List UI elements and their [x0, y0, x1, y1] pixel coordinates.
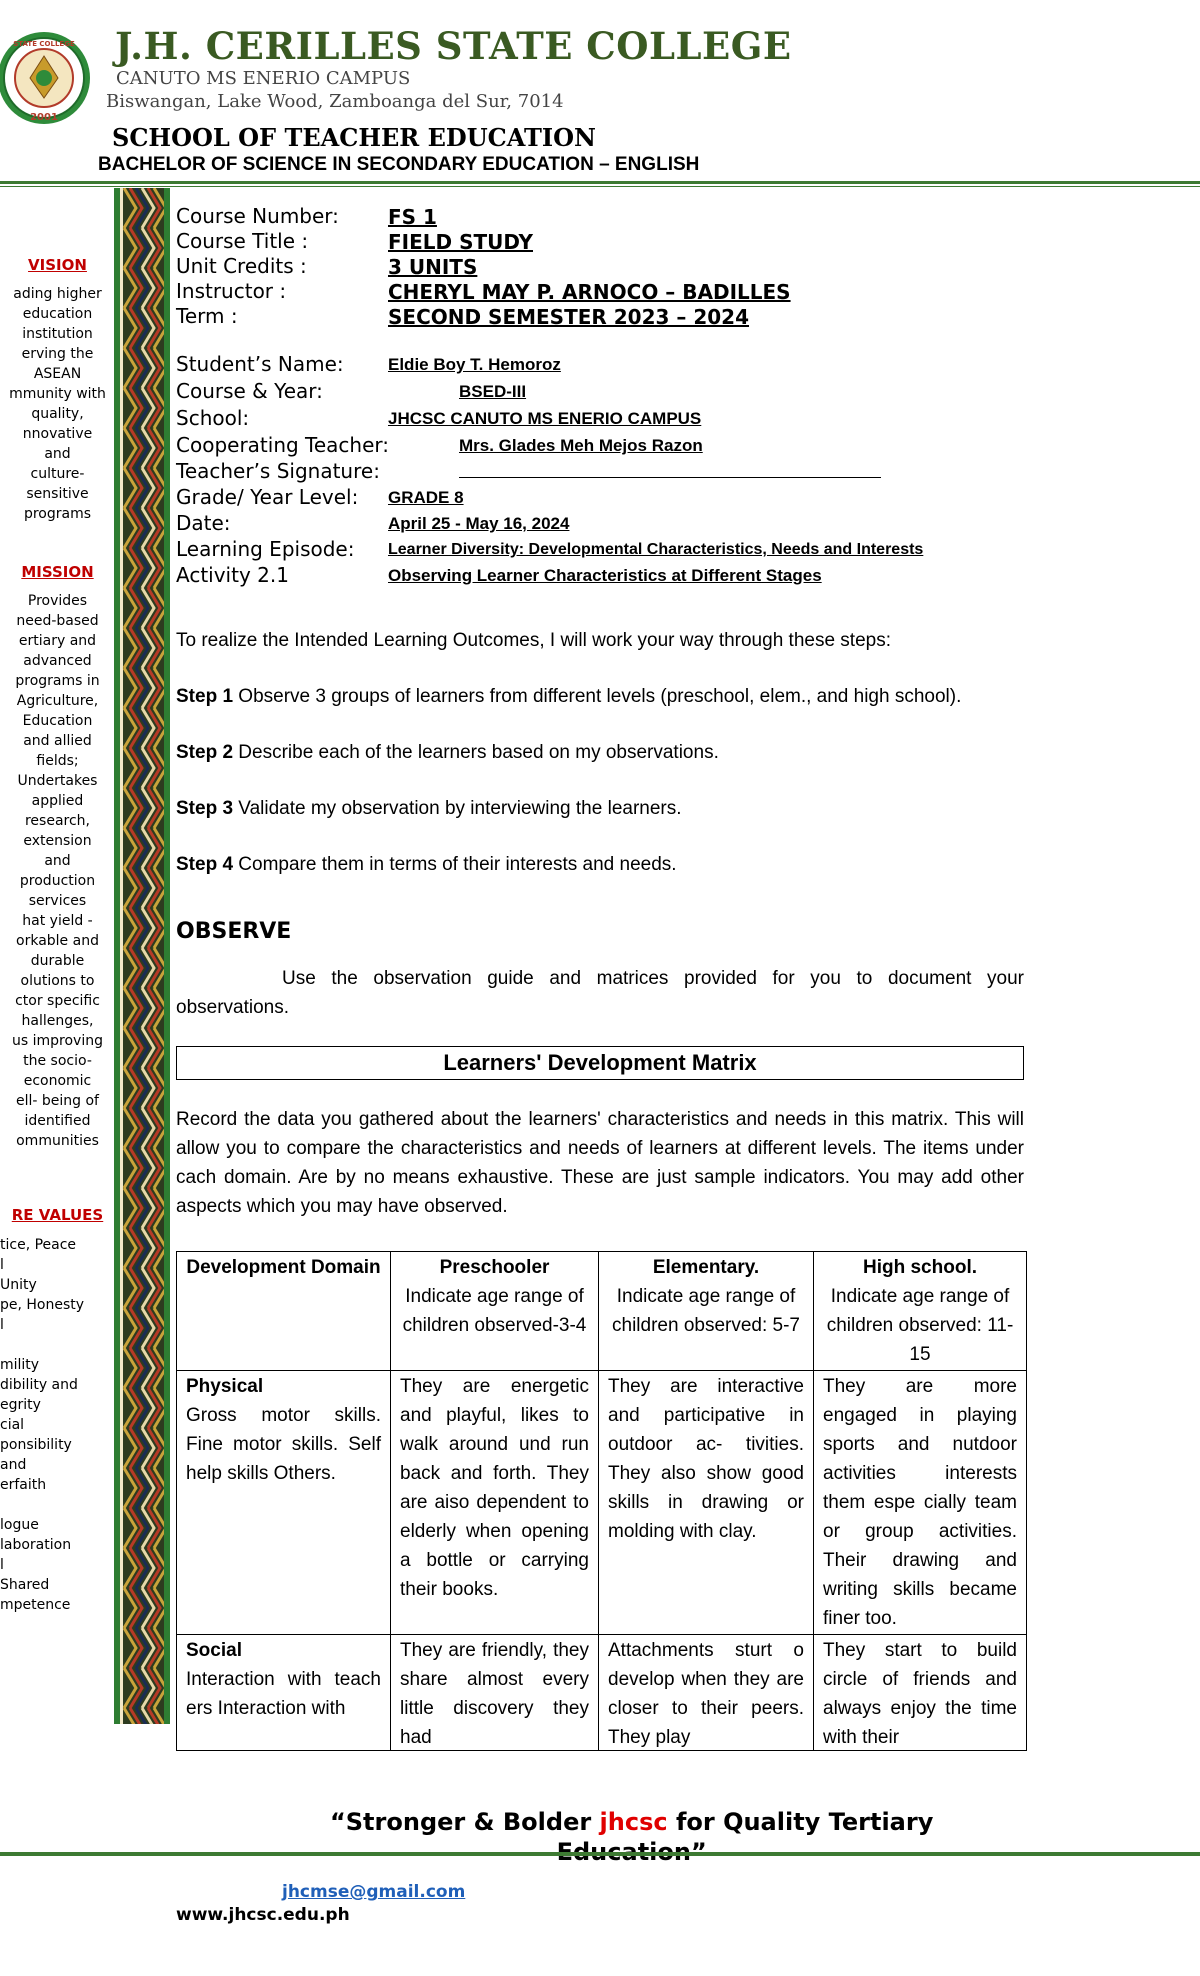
mission-text: Provides need-based ertiary and advanced programs in Agriculture, Education and allied fields; Undertakes applied research, extension and production services hat yield - orkable and durable olutions to ctor specific hallenges, us improving the socio- economic ell- being of identified ommunities	[12, 593, 103, 1149]
student-name-label: Student’s Name:	[176, 352, 344, 376]
course-info	[176, 204, 1024, 329]
intro-text: To realize the Intended Learning Outcomes, I will work your way through these steps:	[176, 630, 891, 651]
instructor-name: CHERYL MAY P. ARNOCO – BADILLES	[388, 280, 791, 304]
college-seal-logo	[0, 26, 92, 130]
brand-name: jhcsc	[599, 1808, 668, 1836]
student-info	[176, 352, 1024, 589]
step-1-label: Step 1	[176, 686, 234, 707]
teacher-signature-label: Teacher’s Signature:	[176, 459, 380, 483]
grade-level: GRADE 8	[388, 488, 464, 507]
course-year-label: Course & Year:	[176, 379, 323, 403]
term: SECOND SEMESTER 2023 – 2024	[388, 305, 750, 329]
activity-label: Activity 2.1	[176, 563, 289, 587]
step-2-text: Describe each of the learners based on my observations.	[233, 742, 719, 763]
elementary-cell: Attachments sturt o develop when they are closer to their peers. They play	[599, 1635, 814, 1751]
step-4-text: Compare them in terms of their interests and needs.	[233, 854, 677, 875]
learning-episode-label: Learning Episode:	[176, 537, 355, 561]
preschooler-cell: They are energetic and playful, likes to walk around und run back and forth. They are aiso dependent to elderly when opening a bottle or carrying their books.	[391, 1371, 599, 1635]
course-number: FS 1	[388, 205, 437, 229]
signature-line	[459, 477, 881, 478]
website-url[interactable]: www.jhcsc.edu.ph	[176, 1905, 350, 1925]
table-header-row	[177, 1252, 1027, 1371]
highschool-cell: They are more engaged in playing sports and nutdoor activities interests them espe cially team or group activities. Their drawing and writing skills became finer too.	[814, 1371, 1027, 1635]
table-row	[177, 1635, 1027, 1751]
college-address: Biswangan, Lake Wood, Zamboanga del Sur, 7014	[106, 91, 564, 112]
step-4	[176, 850, 1024, 879]
college-name: J.H. CERILLES STATE COLLEGE	[115, 24, 792, 68]
table-row	[177, 1371, 1027, 1635]
step-3-label: Step 3	[176, 798, 234, 819]
step-1-text: Observe 3 groups of learners from different levels (preschool, elem., and high school).	[233, 686, 962, 707]
step-3-text: Validate my observation by interviewing the learners.	[233, 798, 682, 819]
unit-credits-label: Unit Credits :	[176, 254, 307, 278]
step-2-label: Step 2	[176, 742, 234, 763]
learning-episode: Learner Diversity: Developmental Characteristics, Needs and Interests	[388, 541, 924, 558]
matrix-title: Learners' Development Matrix	[176, 1046, 1024, 1080]
course-title: FIELD STUDY	[388, 230, 533, 254]
activity-title: Observing Learner Characteristics at Different Stages	[388, 566, 822, 585]
header-preschooler: Preschooler Indicate age range of children observed-3-4	[391, 1252, 599, 1371]
domain-cell: Physical Gross motor skills. Fine motor skills. Self help skills Others.	[177, 1371, 391, 1635]
vision-title: VISION	[28, 256, 87, 274]
email-link[interactable]: jhcmse@gmail.com	[282, 1882, 466, 1902]
header-domain: Development Domain	[177, 1252, 391, 1371]
school-name: SCHOOL OF TEACHER EDUCATION	[112, 123, 596, 152]
core-values-text: tice, Peace l Unity pe, Honesty l mility dibility and egrity cial ponsibility and erfaith logue laboration l Shared mpetence	[0, 1237, 85, 1613]
vision-text: ading higher education institution erving the ASEAN mmunity with quality, nnovative and culture- sensitive programs	[9, 286, 106, 522]
header-elementary: Elementary. Indicate age range of children observed: 5-7	[599, 1252, 814, 1371]
logo-text: STATE COLLEGE	[13, 40, 75, 48]
instructor-label: Instructor :	[176, 279, 287, 303]
observe-text: Use the observation guide and matrices provided for you to document your observations.	[176, 968, 1024, 1018]
header-highschool: High school. Indicate age range of children observed: 11-15	[814, 1252, 1027, 1371]
grade-level-label: Grade/ Year Level:	[176, 485, 359, 509]
header-rule	[0, 181, 1200, 184]
campus-name: CANUTO MS ENERIO CAMPUS	[116, 68, 411, 89]
observe-heading: OBSERVE	[176, 919, 292, 944]
course-number-label: Course Number:	[176, 204, 339, 228]
header-rule-thin	[0, 186, 1200, 187]
cooperating-teacher: Mrs. Glades Meh Mejos Razon	[459, 436, 703, 455]
program-name: BACHELOR OF SCIENCE IN SECONDARY EDUCATION – ENGLISH	[98, 154, 700, 175]
unit-credits: 3 UNITS	[388, 255, 478, 279]
matrix-instructions: Record the data you gathered about the learners' characteristics and needs in this matrix. This will allow you to compare the characteristics and needs of learners at different levels. The items under cach domain. Are by no means exhaustive. These are just sample indicators. You may add other aspects which you may have observed.	[176, 1109, 1024, 1217]
step-2	[176, 738, 1024, 767]
step-1	[176, 682, 1024, 711]
course-year: BSED-III	[459, 382, 527, 401]
step-3	[176, 794, 1024, 823]
elementary-cell: They are interactive and participative in outdoor ac- tivities. They also show good skills in drawing or molding with clay.	[599, 1371, 814, 1635]
date-range: April 25 - May 16, 2024	[388, 514, 570, 533]
term-label: Term :	[176, 304, 238, 328]
highschool-cell: They start to build circle of friends and always enjoy the time with their	[814, 1635, 1027, 1751]
footer-motto: “Stronger & Bolder jhcsc for Quality Tertiary	[330, 1808, 933, 1866]
cooperating-teacher-label: Cooperating Teacher:	[176, 433, 390, 457]
footer-rule	[0, 1852, 1200, 1856]
decorative-border-strip	[114, 188, 170, 1724]
development-matrix-table	[176, 1251, 1027, 1751]
core-values-title: RE VALUES	[11, 1206, 104, 1224]
sidebar	[0, 250, 115, 1615]
student-name: Eldie Boy T. Hemoroz	[388, 355, 561, 374]
date-label: Date:	[176, 511, 231, 535]
student-school: JHCSC CANUTO MS ENERIO CAMPUS	[388, 409, 702, 428]
course-title-label: Course Title :	[176, 229, 309, 253]
preschooler-cell: They are friendly, they share almost every little discovery they had	[391, 1635, 599, 1751]
school-label: School:	[176, 406, 250, 430]
domain-cell: Social Interaction with teach ers Interaction with	[177, 1635, 391, 1751]
main-content	[176, 204, 1024, 1751]
logo-year: 2001	[30, 112, 58, 123]
step-4-label: Step 4	[176, 854, 234, 875]
mission-title: MISSION	[21, 563, 94, 581]
